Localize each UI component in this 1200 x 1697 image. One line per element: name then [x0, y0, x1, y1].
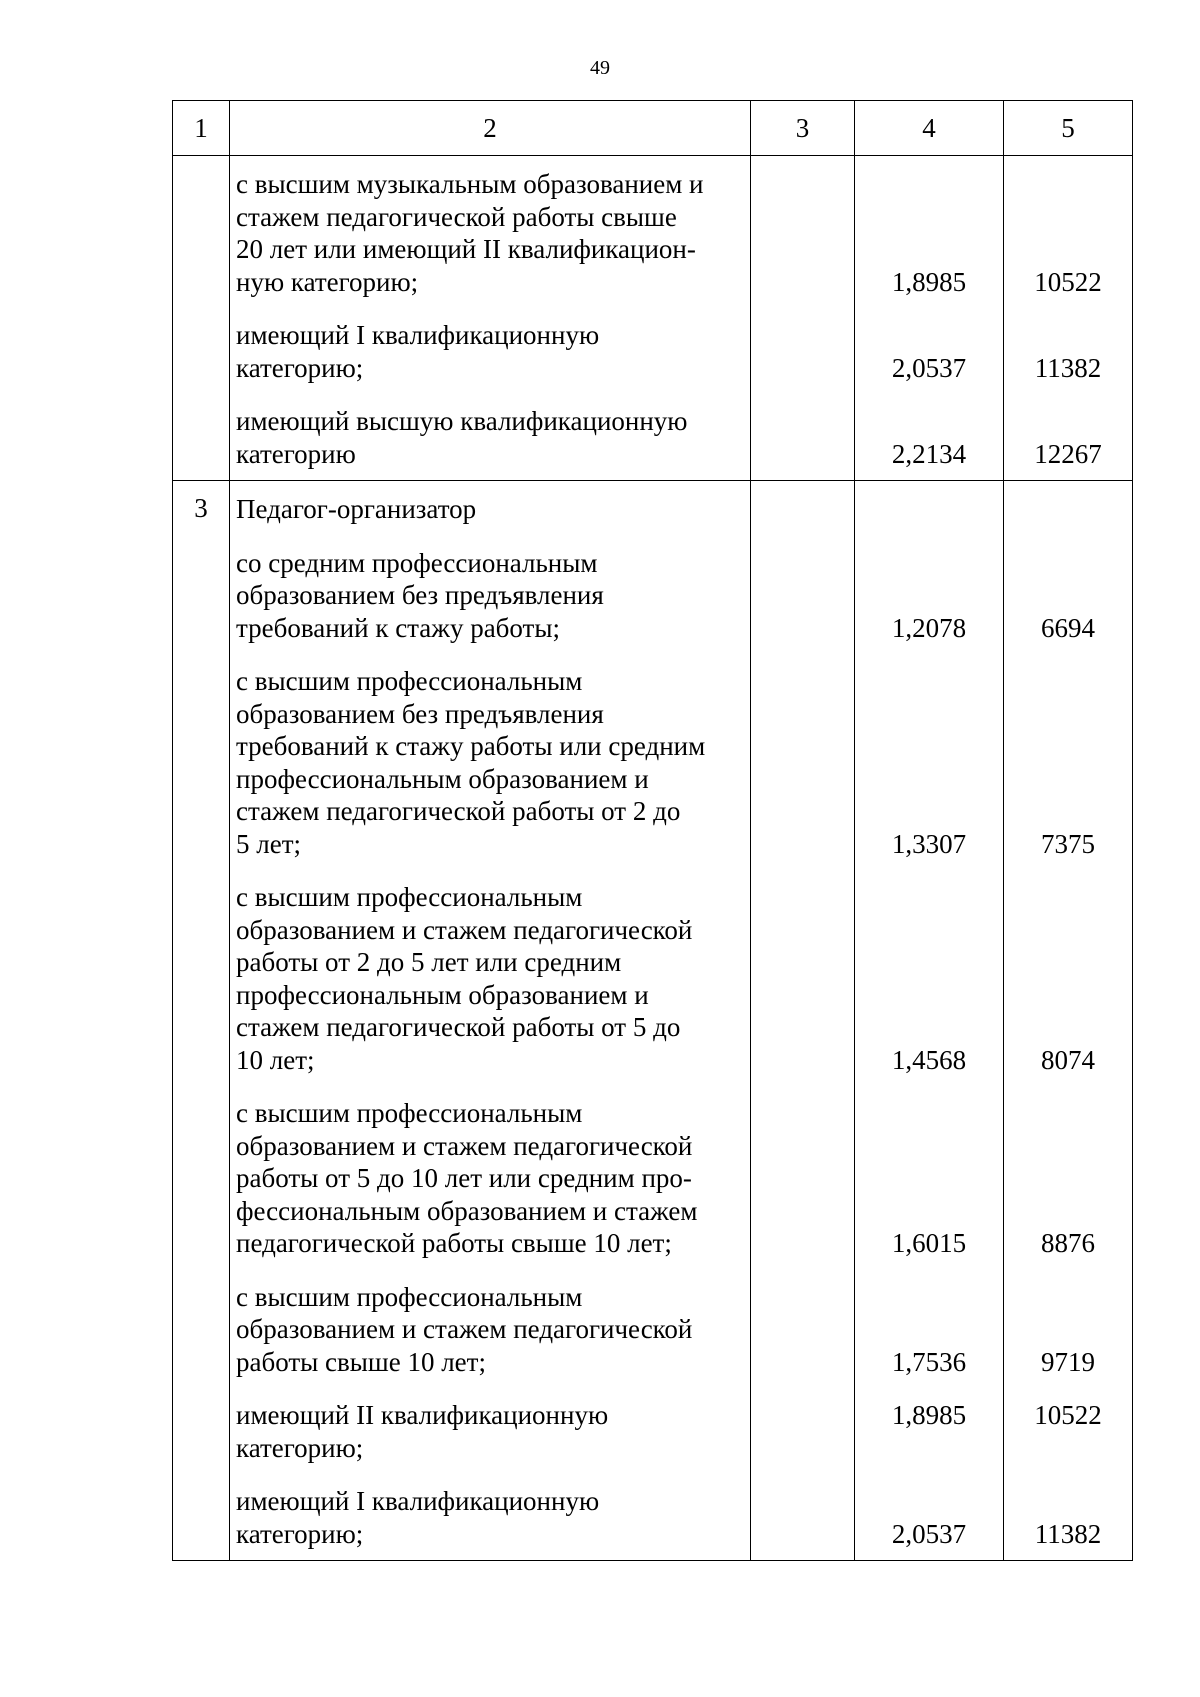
description-line: категорию;	[236, 1432, 364, 1463]
column-3-value-entry	[751, 1097, 854, 1260]
description-cell	[230, 156, 751, 481]
description-line: образованием без предъявления	[236, 698, 604, 729]
description-entry	[236, 319, 750, 384]
description-line: работы свыше 10 лет;	[236, 1346, 486, 1377]
description-line: с высшим музыкальным образованием и	[236, 169, 704, 199]
description-entry	[236, 1485, 750, 1550]
description-entry	[236, 547, 750, 645]
table-row	[173, 481, 1133, 1561]
description-line: стажем педагогической работы от 2 до	[236, 796, 681, 826]
salary-value: 7375	[1041, 828, 1095, 859]
page-number: 49	[590, 57, 610, 79]
salary-value-entry	[1004, 493, 1132, 526]
description-line: с высшим профессиональным	[236, 882, 583, 912]
salary-value-entry	[1004, 881, 1132, 1076]
salary-value-entry	[1004, 319, 1132, 384]
coefficient-value-entry	[855, 1485, 1003, 1550]
salary-cell	[1004, 156, 1133, 481]
salary-value: 11382	[1034, 1518, 1102, 1549]
table-row	[173, 156, 1133, 481]
column-3-cell	[751, 156, 855, 481]
salary-value: 11382	[1034, 352, 1102, 383]
description-line: категорию	[236, 438, 356, 469]
description-entry	[236, 168, 750, 298]
column-3-value-entry	[751, 319, 854, 384]
description-line: профессиональным образованием и	[236, 979, 649, 1010]
description-line: имеющий II квалификационную	[236, 1400, 609, 1430]
description-entry	[236, 405, 750, 470]
salary-value: 6694	[1041, 612, 1095, 643]
column-3-value-entry	[751, 547, 854, 645]
description-cell	[230, 481, 751, 1561]
column-3-value-entry	[751, 1399, 854, 1464]
header-cell-4: 4	[855, 101, 1004, 156]
coefficient-value: 2,0537	[891, 352, 967, 383]
description-line: педагогической работы свыше 10 лет;	[236, 1228, 672, 1258]
description-line: образованием без предъявления	[236, 580, 604, 610]
salary-value: 12267	[1034, 438, 1102, 469]
coefficient-value: 2,0537	[891, 1518, 967, 1549]
coefficient-value-entry	[855, 1281, 1003, 1379]
salary-value-entry	[1004, 1097, 1132, 1260]
description-line: Педагог-организатор	[236, 494, 477, 524]
coefficient-value: 1,2078	[891, 612, 967, 643]
salary-value-entry	[1004, 1281, 1132, 1379]
description-line: работы от 5 до 10 лет или средним про-	[236, 1163, 692, 1193]
description-line: имеющий I квалификационную	[236, 1486, 600, 1516]
coefficient-value: 1,8985	[891, 266, 967, 297]
coefficient-value: 2,2134	[891, 438, 967, 469]
column-3-cell	[751, 481, 855, 1561]
description-line: имеющий I квалификационную	[236, 320, 600, 350]
coefficient-value: 1,3307	[891, 828, 967, 859]
description-line: работы от 2 до 5 лет или средним	[236, 947, 622, 977]
description-entry	[236, 1281, 750, 1379]
row-number-cell: 3	[173, 481, 230, 1561]
coefficient-value-entry	[855, 405, 1003, 470]
description-entry	[236, 665, 750, 860]
description-line: категорию;	[236, 1518, 364, 1549]
description-line: ную категорию;	[236, 266, 419, 297]
salary-value-entry	[1004, 1485, 1132, 1550]
coefficient-value-entry	[855, 881, 1003, 1076]
description-line: стажем педагогической работы свыше	[236, 201, 677, 232]
coefficient-value-entry	[855, 547, 1003, 645]
coefficient-value-entry	[855, 493, 1003, 526]
salary-table	[172, 100, 1133, 1561]
salary-value: 8074	[1041, 1044, 1095, 1075]
column-3-value-entry	[751, 493, 854, 526]
row-number-cell	[173, 156, 230, 481]
description-line: образованием и стажем педагогической	[236, 914, 693, 945]
salary-value: 9719	[1041, 1346, 1095, 1377]
description-line: образованием и стажем педагогической	[236, 1314, 693, 1344]
salary-value-entry	[1004, 168, 1132, 298]
coefficient-value-entry	[855, 168, 1003, 298]
salary-value-entry	[1004, 665, 1132, 860]
description-line: имеющий высшую квалификационную	[236, 406, 688, 436]
salary-cell	[1004, 481, 1133, 1561]
salary-value-entry	[1004, 405, 1132, 470]
description-entry	[236, 881, 750, 1076]
salary-value-entry	[1004, 547, 1132, 645]
column-3-value-entry	[751, 405, 854, 470]
header-cell-5: 5	[1004, 101, 1133, 156]
coefficient-value: 1,4568	[891, 1044, 967, 1075]
description-line: с высшим профессиональным	[236, 666, 583, 696]
description-entry	[236, 1399, 750, 1464]
description-entry	[236, 493, 750, 526]
coefficient-value: 1,8985	[891, 1400, 967, 1430]
coefficient-value-entry	[855, 1097, 1003, 1260]
header-cell-2: 2	[230, 101, 751, 156]
column-3-value-entry	[751, 881, 854, 1076]
column-3-value-entry	[751, 1281, 854, 1379]
column-3-value-entry	[751, 665, 854, 860]
table-header-row	[173, 101, 1133, 156]
description-line: 20 лет или имеющий II квалификацион-	[236, 234, 696, 264]
description-line: 10 лет;	[236, 1044, 315, 1075]
coefficient-value: 1,7536	[891, 1346, 967, 1377]
header-cell-1: 1	[173, 101, 230, 156]
description-line: стажем педагогической работы от 5 до	[236, 1012, 681, 1042]
coefficient-value-entry	[855, 665, 1003, 860]
coefficient-cell	[855, 481, 1004, 1561]
coefficient-value-entry	[855, 1399, 1003, 1464]
description-line: профессиональным образованием и	[236, 763, 649, 794]
salary-value-entry	[1004, 1399, 1132, 1464]
column-3-value-entry	[751, 168, 854, 298]
salary-value: 10522	[1034, 266, 1102, 297]
description-line: образованием и стажем педагогической	[236, 1130, 693, 1161]
description-line: требований к стажу работы;	[236, 612, 560, 643]
salary-value: 8876	[1041, 1228, 1095, 1258]
description-line: требований к стажу работы или средним	[236, 731, 706, 761]
description-entry	[236, 1097, 750, 1260]
coefficient-value-entry	[855, 319, 1003, 384]
coefficient-cell	[855, 156, 1004, 481]
description-line: со средним профессиональным	[236, 547, 598, 578]
description-line: фессиональным образованием и стажем	[236, 1195, 698, 1226]
header-cell-3: 3	[751, 101, 855, 156]
description-line: 5 лет;	[236, 828, 302, 859]
description-line: с высшим профессиональным	[236, 1281, 583, 1312]
description-line: категорию;	[236, 352, 364, 383]
salary-value: 10522	[1034, 1400, 1102, 1430]
column-3-value-entry	[751, 1485, 854, 1550]
description-line: с высшим профессиональным	[236, 1098, 583, 1128]
coefficient-value: 1,6015	[891, 1228, 967, 1258]
